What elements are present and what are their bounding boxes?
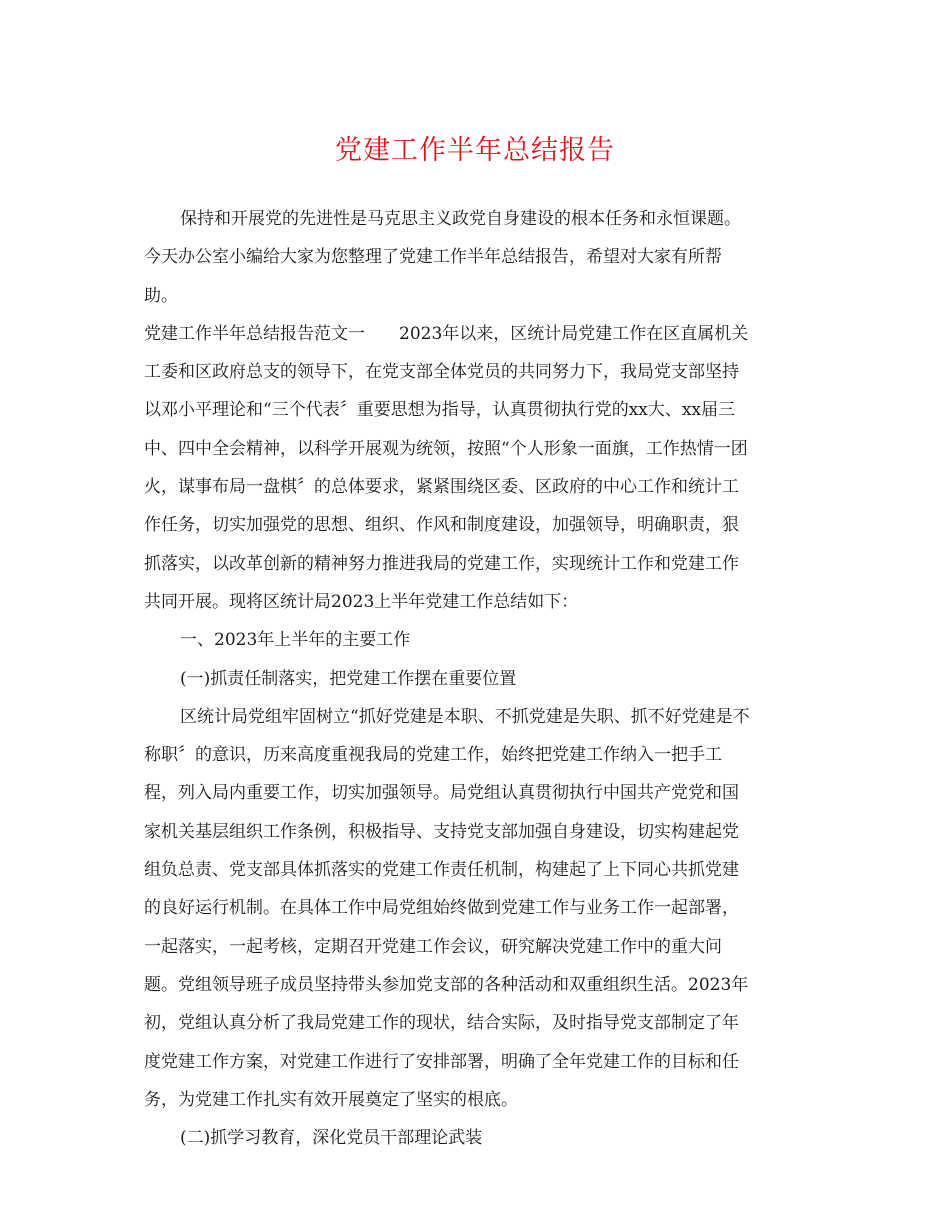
text-line: 务，为党建工作扎实有效开展奠定了坚实的根底。 <box>144 1089 518 1110</box>
text-line: 题。党组领导班子成员坚持带头参加党支部的各种活动和双重组织生活。2023年 <box>144 974 749 995</box>
text-line: 以邓小平理论和“三个代表〞重要思想为指导，认真贯彻执行党的xx大、xx届三 <box>144 400 736 421</box>
subsection-heading: (一)抓责任制落实，把党建工作摆在重要位置 <box>180 668 517 689</box>
document-body <box>144 200 810 1157</box>
text-line: 抓落实，以改革创新的精神努力推进我局的党建工作，实现统计工作和党建工作 <box>144 553 739 574</box>
text-line: 火，谋事布局一盘棋〞的总体要求，紧紧围绕区委、区政府的中心工作和统计工 <box>144 477 739 498</box>
section-heading: 一、2023年上半年的主要工作 <box>180 630 411 651</box>
text-line: 称职〞的意识，历来高度重视我局的党建工作，始终把党建工作纳入一把手工 <box>144 745 722 766</box>
text-line: 初，党组认真分析了我局党建工作的现状，结合实际，及时指导党支部制定了年 <box>144 1013 739 1034</box>
text-line: 共同开展。现将区统计局2023上半年党建工作总结如下： <box>144 591 579 612</box>
text-line: 今天办公室小编给大家为您整理了党建工作半年总结报告，希望对大家有所帮 <box>144 247 722 268</box>
text-line: 家机关基层组织工作条例，积极指导、支持党支部加强自身建设，切实构建起党 <box>144 821 739 842</box>
text-line: 助。 <box>144 285 178 306</box>
text-line: 度党建工作方案，对党建工作进行了安排部署，明确了全年党建工作的目标和任 <box>144 1051 739 1072</box>
document-title: 党建工作半年总结报告 <box>335 135 615 166</box>
text-line: 的良好运行机制。在具体工作中局党组始终做到党建工作与业务工作一起部署， <box>144 898 739 919</box>
text-line: 工委和区政府总支的领导下，在党支部全体党员的共同努力下，我局党支部坚持 <box>144 362 739 383</box>
text-line: 作任务，切实加强党的思想、组织、作风和制度建设，加强领导，明确职责，狠 <box>144 515 739 536</box>
subsection-heading: (二)抓学习教育，深化党员干部理论武装 <box>180 1128 483 1149</box>
text-line: 一起落实，一起考核，定期召开党建工作会议，研究解决党建工作中的重大问 <box>144 936 722 957</box>
text-line: 党建工作半年总结报告范文一 2023年以来，区统计局党建工作在区直属机关 <box>144 323 749 344</box>
text-line: 区统计局党组牢固树立“抓好党建是本职、不抓党建是失职、抓不好党建是不 <box>180 706 750 727</box>
text-line: 组负总责、党支部具体抓落实的党建工作责任机制，构建起了上下同心共抓党建 <box>144 860 739 881</box>
text-line: 程，列入局内重要工作，切实加强领导。局党组认真贯彻执行中国共产党党和国 <box>144 783 739 804</box>
text-line: 保持和开展党的先进性是马克思主义政党自身建设的根本任务和永恒课题。 <box>180 209 741 229</box>
text-line: 中、四中全会精神，以科学开展观为统领，按照“个人形象一面旗，工作热情一团 <box>144 438 748 459</box>
